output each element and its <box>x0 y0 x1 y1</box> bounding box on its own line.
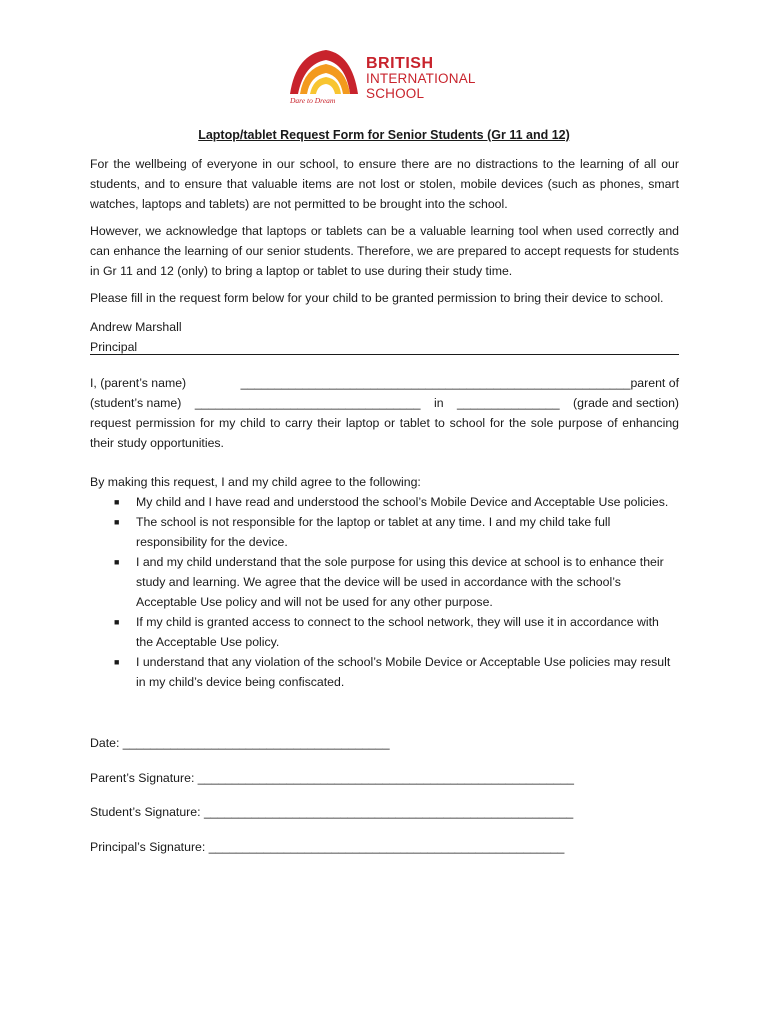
bullet-square-icon: ■ <box>114 517 120 527</box>
signatory-role: Principal <box>90 340 138 354</box>
student-name-blank[interactable]: _________________________________ <box>194 396 421 410</box>
bullet-square-icon: ■ <box>114 617 120 627</box>
agreement-item-text: I and my child understand that the sole purpose for using this device at school is to enhance their study and learning. We agree that the device will be used in accordance with the school’s Acceptable Use policy and will not be used for any other purpose. <box>136 555 664 609</box>
signatory-name: Andrew Marshall <box>90 320 182 334</box>
list-item <box>90 652 679 692</box>
grade-section-blank[interactable]: _______________ <box>457 396 560 410</box>
intro-paragraph-2: However, we acknowledge that laptops or tablets can be a valuable learning tool when used correctly and can enhance the learning of our senior students. Therefore, we are prepared to accept requests for students in Gr 11 and 12 (only) to bring a laptop or tablet to use during their study time. <box>90 224 679 278</box>
agreement-item-text: I understand that any violation of the school’s Mobile Device or Acceptable Use policies may result in my child’s device being confiscated. <box>136 655 671 689</box>
principal-signature-field[interactable]: Principal’s Signature: ____________________________________________________ <box>90 840 565 854</box>
parent-signature-field[interactable]: Parent’s Signature: _______________________________________________________ <box>90 771 574 785</box>
list-item <box>90 512 679 552</box>
list-item <box>90 552 679 612</box>
logo-motto: Dare to Dream <box>290 96 336 105</box>
section-divider <box>90 354 679 355</box>
agreement-list <box>90 492 679 692</box>
bullet-square-icon: ■ <box>114 657 120 667</box>
declaration-rest: request permission for my child to carry their laptop or tablet to school for the sole purpose of enhancing their study opportunities. <box>90 416 679 450</box>
agreement-intro: By making this request, I and my child agree to the following: <box>90 475 421 489</box>
intro-paragraph-3: Please fill in the request form below for your child to be granted permission to bring their device to school. <box>90 291 664 305</box>
school-name-line3: SCHOOL <box>366 86 425 101</box>
declaration-line-1 <box>90 373 679 393</box>
declaration-line-2 <box>90 393 679 413</box>
signatory-block <box>90 317 679 357</box>
bullet-square-icon: ■ <box>114 497 120 507</box>
parent-name-blank[interactable]: _________________________________________________________ <box>240 376 631 390</box>
school-name <box>366 56 476 101</box>
student-signature-field[interactable]: Student’s Signature: ______________________________________________________ <box>90 805 574 819</box>
school-name-line2: INTERNATIONAL <box>366 71 476 86</box>
parent-of-label: parent of <box>630 376 679 390</box>
in-label: in <box>433 396 444 410</box>
bullet-square-icon: ■ <box>114 557 120 567</box>
intro-paragraph-1: For the wellbeing of everyone in our school, to ensure there are no distractions to the learning of all our students, and to ensure that valuable items are not lost or stolen, mobile devices (such as phones, smart watches, laptops and tablets) are not permitted to be brought into the school. <box>90 157 679 211</box>
date-field[interactable]: Date: _______________________________________ <box>90 736 390 750</box>
agreement-item-text: My child and I have read and understood the school’s Mobile Device and Acceptable Use policies. <box>136 495 669 509</box>
school-name-line1: BRITISH <box>366 55 434 72</box>
agreement-item-text: The school is not responsible for the laptop or tablet at any time. I and my child take full responsibility for the device. <box>136 515 611 549</box>
school-logo <box>286 46 486 110</box>
form-title: Laptop/tablet Request Form for Senior Students (Gr 11 and 12) <box>198 128 570 142</box>
student-name-label: (student’s name) <box>90 396 182 410</box>
arch-logo-icon <box>286 46 362 98</box>
grade-section-label: (grade and section) <box>573 396 679 410</box>
parent-declaration <box>90 373 679 453</box>
list-item <box>90 612 679 652</box>
agreement-item-text: If my child is granted access to connect to the school network, they will use it in accordance with the Acceptable Use policy. <box>136 615 659 649</box>
parent-name-label: I, (parent’s name) <box>90 376 187 390</box>
list-item <box>90 492 679 512</box>
